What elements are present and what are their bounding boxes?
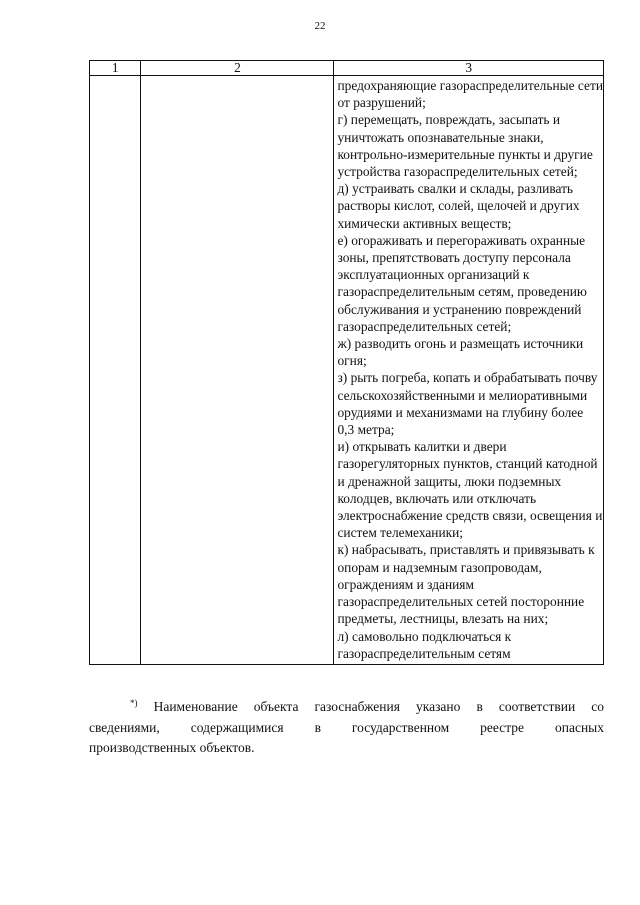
text-line: предметы, лестницы, влезать на них; xyxy=(337,611,549,627)
text-line: к) набрасывать, приставлять и привязывать к xyxy=(337,542,595,558)
text-line: газораспределительных сетей; xyxy=(337,318,512,334)
cell-column-3 xyxy=(334,76,604,665)
column-header-2: 2 xyxy=(141,61,334,76)
text-line: систем телемеханики; xyxy=(337,525,464,541)
text-line: газораспределительным сетям, проведению xyxy=(337,284,587,300)
text-line: г) перемещать, повреждать, засыпать и xyxy=(337,112,561,128)
text-line: огня; xyxy=(337,353,367,369)
text-line: 0,3 метра; xyxy=(337,422,395,438)
text-line: электроснабжение средств связи, освещения и xyxy=(337,508,603,524)
text-line: сельскохозяйственными и мелиоративными xyxy=(337,387,588,403)
text-line: колодцев, включать или отключать xyxy=(337,490,537,506)
text-line: зоны, препятствовать доступу персонала xyxy=(337,250,571,266)
text-line: опорам и надземным газопроводам, xyxy=(337,559,542,575)
cell-column-2 xyxy=(141,76,334,665)
footnote-marker: *) xyxy=(130,698,138,708)
text-line: и дренажной защиты, люки подземных xyxy=(337,473,562,489)
text-line: устройства газораспределительных сетей; xyxy=(337,164,578,180)
column-header-1: 1 xyxy=(90,61,141,76)
text-line: газораспределительным сетям xyxy=(337,645,511,661)
text-line: е) огораживать и перегораживать охранные xyxy=(337,232,586,248)
footnote-text-1: Наименование объекта газоснабжения указано в соответствии со xyxy=(153,699,605,714)
text-line: химически активных веществ; xyxy=(337,215,512,231)
text-line: и) открывать калитки и двери xyxy=(337,439,507,455)
footnote xyxy=(89,693,604,759)
text-line: контрольно-измерительные пункты и другие xyxy=(337,146,593,162)
text-line: газорегуляторных пунктов, станций катодной xyxy=(337,456,598,472)
page-number: 22 xyxy=(314,20,326,32)
cell-column-1 xyxy=(90,76,141,665)
table-header-row xyxy=(90,61,604,76)
text-line: эксплуатационных организаций к xyxy=(337,267,530,283)
document-table xyxy=(89,60,604,665)
text-line: предохраняющие газораспределительные сети xyxy=(337,78,603,93)
text-line: уничтожать опознавательные знаки, xyxy=(337,129,544,145)
text-line: растворы кислот, солей, щелочей и других xyxy=(337,198,580,214)
table-row xyxy=(90,76,604,665)
footnote-line-1 xyxy=(89,693,604,718)
footnote-line-3: производственных объектов. xyxy=(89,740,255,755)
text-line: обслуживания и устранению повреждений xyxy=(337,301,582,317)
text-line: газораспределительных сетей посторонние xyxy=(337,594,585,610)
column-header-3: 3 xyxy=(334,61,604,76)
text-line: д) устраивать свалки и склады, разливать xyxy=(337,181,574,197)
text-line: ограждениям и зданиям xyxy=(337,576,474,592)
text-line: з) рыть погреба, копать и обрабатывать почву xyxy=(337,370,598,386)
text-line: орудиями и механизмами на глубину более xyxy=(337,404,584,420)
text-line: л) самовольно подключаться к xyxy=(337,628,512,644)
text-line: от разрушений; xyxy=(337,95,426,111)
footnote-line-2: сведениями, содержащимися в государственном реестре опасных xyxy=(89,719,604,735)
text-line: ж) разводить огонь и размещать источники xyxy=(337,336,584,352)
